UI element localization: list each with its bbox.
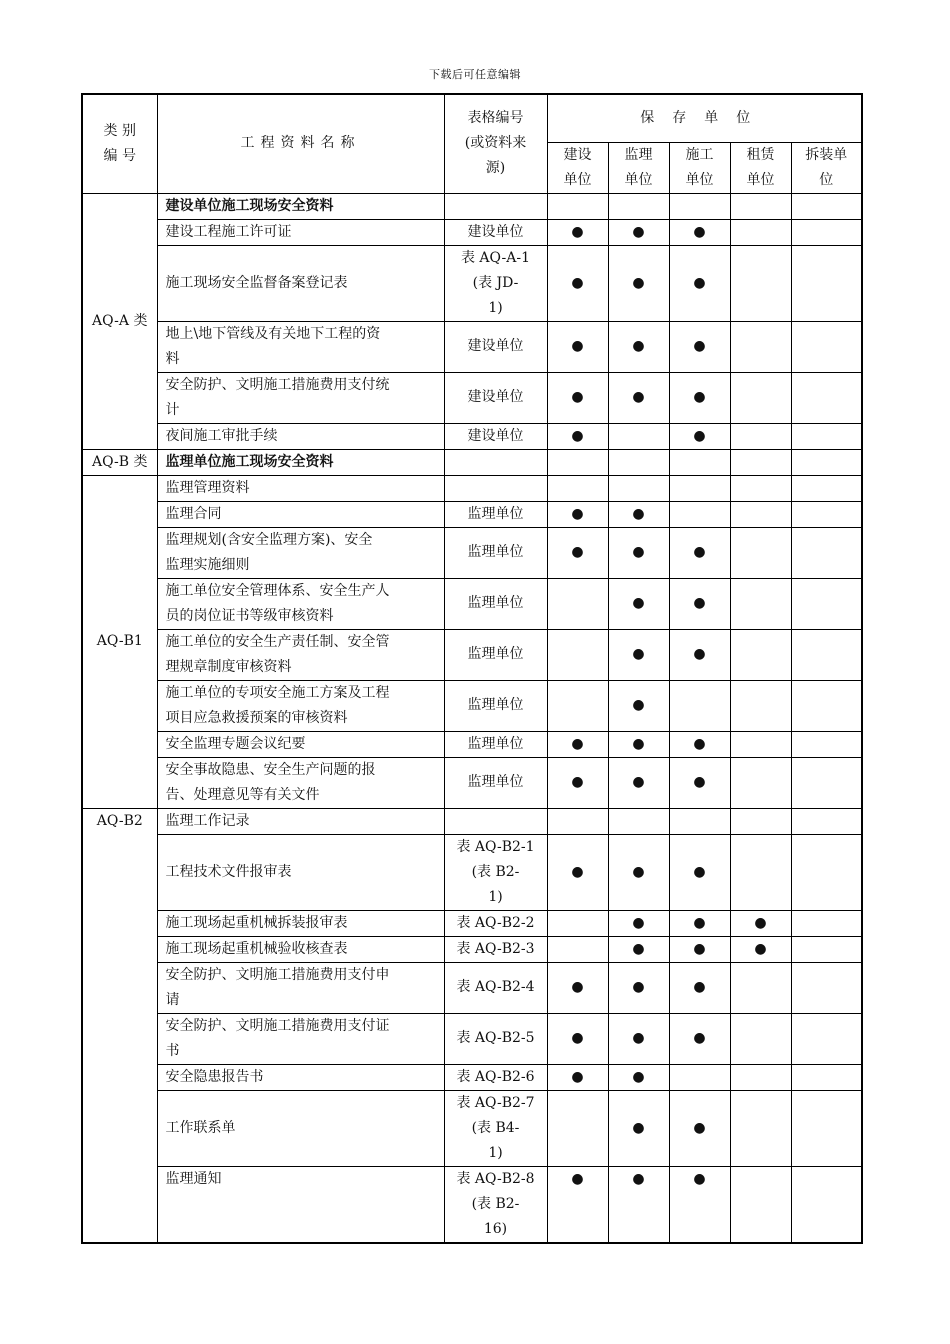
- keep-mark-cell: ●: [608, 527, 669, 578]
- keep-mark-cell: ●: [669, 910, 730, 936]
- document-name-cell: 夜间施工审批手续: [157, 423, 444, 449]
- keep-mark-cell: ●: [669, 372, 730, 423]
- form-number-cell: [444, 808, 547, 834]
- category-cell: AQ-A 类: [82, 193, 157, 449]
- keep-mark-cell: [730, 808, 791, 834]
- form-number-cell: 建设单位: [444, 423, 547, 449]
- document-name-cell: 施工单位安全管理体系、安全生产人 员的岗位证书等级审核资料: [157, 578, 444, 629]
- keep-mark-cell: ●: [608, 1090, 669, 1166]
- keep-mark-cell: [730, 321, 791, 372]
- keep-mark-cell: ●: [608, 501, 669, 527]
- safety-record-table: [81, 93, 863, 1244]
- keep-mark-cell: [791, 423, 862, 449]
- keep-mark-cell: [730, 501, 791, 527]
- table-row: [82, 680, 862, 731]
- form-number-cell: 监理单位: [444, 757, 547, 808]
- keep-mark-cell: [791, 372, 862, 423]
- keep-mark-cell: [730, 1013, 791, 1064]
- table-row: [82, 578, 862, 629]
- unit-header: 监理 单位: [608, 142, 669, 193]
- table-row: [82, 372, 862, 423]
- keep-mark-cell: ●: [608, 372, 669, 423]
- document-name-cell: 工作联系单: [157, 1090, 444, 1166]
- keep-mark-cell: ●: [608, 1166, 669, 1243]
- category-cell: AQ-B 类: [82, 449, 157, 475]
- keep-mark-cell: [791, 834, 862, 910]
- keep-mark-cell: [669, 449, 730, 475]
- category-cell: AQ-B1: [82, 475, 157, 808]
- header-row: [82, 94, 862, 142]
- keep-mark-cell: ●: [547, 245, 608, 321]
- table-row: [82, 501, 862, 527]
- document-name-cell: 施工现场起重机械验收核查表: [157, 936, 444, 962]
- table-row: [82, 475, 862, 501]
- keep-unit-header: 保存单位: [547, 94, 862, 142]
- keep-mark-cell: ●: [547, 527, 608, 578]
- keep-mark-cell: [791, 629, 862, 680]
- keep-mark-cell: ●: [547, 1166, 608, 1243]
- document-name-cell: 监理合同: [157, 501, 444, 527]
- form-number-cell: 表 AQ-B2-6: [444, 1064, 547, 1090]
- document-name-cell: 监理通知: [157, 1166, 444, 1243]
- keep-mark-cell: ●: [608, 936, 669, 962]
- keep-mark-cell: ●: [608, 578, 669, 629]
- keep-mark-cell: [791, 757, 862, 808]
- table-row: [82, 193, 862, 219]
- document-name-cell: 监理工作记录: [157, 808, 444, 834]
- document-name-cell: 工程技术文件报审表: [157, 834, 444, 910]
- keep-mark-cell: ●: [669, 1090, 730, 1166]
- keep-mark-cell: [547, 936, 608, 962]
- keep-mark-cell: ●: [669, 962, 730, 1013]
- keep-mark-cell: [791, 1166, 862, 1243]
- keep-mark-cell: [730, 731, 791, 757]
- keep-mark-cell: [547, 475, 608, 501]
- table-row: [82, 962, 862, 1013]
- keep-mark-cell: [791, 449, 862, 475]
- keep-mark-cell: ●: [547, 423, 608, 449]
- table-row: [82, 1090, 862, 1166]
- keep-mark-cell: [791, 1013, 862, 1064]
- keep-mark-cell: [791, 193, 862, 219]
- keep-mark-cell: [730, 245, 791, 321]
- keep-mark-cell: [730, 475, 791, 501]
- keep-mark-cell: [791, 578, 862, 629]
- form-number-header: 表格编号 (或资料来 源): [444, 94, 547, 193]
- table-row: [82, 757, 862, 808]
- form-number-cell: 表 AQ-B2-5: [444, 1013, 547, 1064]
- keep-mark-cell: [547, 629, 608, 680]
- keep-mark-cell: [547, 193, 608, 219]
- document-name-cell: 建设工程施工许可证: [157, 219, 444, 245]
- document-name-cell: 监理单位施工现场安全资料: [157, 449, 444, 475]
- keep-mark-cell: ●: [608, 757, 669, 808]
- keep-mark-cell: [730, 578, 791, 629]
- document-name-cell: 安全防护、文明施工措施费用支付统 计: [157, 372, 444, 423]
- table-row: [82, 834, 862, 910]
- keep-mark-cell: [730, 1064, 791, 1090]
- keep-mark-cell: ●: [547, 757, 608, 808]
- form-number-cell: [444, 449, 547, 475]
- keep-mark-cell: ●: [608, 680, 669, 731]
- keep-mark-cell: [669, 501, 730, 527]
- document-name-cell: 监理规划(含安全监理方案)、安全 监理实施细则: [157, 527, 444, 578]
- keep-mark-cell: ●: [547, 372, 608, 423]
- keep-mark-cell: [730, 962, 791, 1013]
- keep-mark-cell: [791, 936, 862, 962]
- name-header: 工程资料名称: [157, 94, 444, 193]
- form-number-cell: 表 AQ-B2-4: [444, 962, 547, 1013]
- form-number-cell: 建设单位: [444, 219, 547, 245]
- document-name-cell: 建设单位施工现场安全资料: [157, 193, 444, 219]
- keep-mark-cell: ●: [608, 1064, 669, 1090]
- keep-mark-cell: ●: [608, 910, 669, 936]
- document-name-cell: 地上\地下管线及有关地下工程的资 料: [157, 321, 444, 372]
- keep-mark-cell: ●: [547, 1064, 608, 1090]
- keep-mark-cell: [669, 475, 730, 501]
- keep-mark-cell: [791, 527, 862, 578]
- keep-mark-cell: ●: [669, 834, 730, 910]
- table-row: [82, 731, 862, 757]
- keep-mark-cell: [791, 910, 862, 936]
- table-row: [82, 1013, 862, 1064]
- keep-mark-cell: ●: [669, 936, 730, 962]
- keep-mark-cell: [608, 423, 669, 449]
- keep-mark-cell: [608, 193, 669, 219]
- keep-mark-cell: ●: [669, 757, 730, 808]
- keep-mark-cell: ●: [730, 910, 791, 936]
- keep-mark-cell: ●: [547, 219, 608, 245]
- keep-mark-cell: [730, 193, 791, 219]
- unit-header: 租赁 单位: [730, 142, 791, 193]
- document-name-cell: 施工现场起重机械拆装报审表: [157, 910, 444, 936]
- keep-mark-cell: [547, 808, 608, 834]
- keep-mark-cell: ●: [547, 501, 608, 527]
- form-number-cell: 表 AQ-B2-2: [444, 910, 547, 936]
- keep-mark-cell: [730, 1166, 791, 1243]
- table-row: [82, 449, 862, 475]
- form-number-cell: 监理单位: [444, 527, 547, 578]
- keep-mark-cell: [730, 629, 791, 680]
- keep-mark-cell: [791, 731, 862, 757]
- category-header: 类 别 编 号: [82, 94, 157, 193]
- document-name-cell: 施工单位的专项安全施工方案及工程 项目应急救援预案的审核资料: [157, 680, 444, 731]
- keep-mark-cell: [547, 680, 608, 731]
- table-row: [82, 527, 862, 578]
- keep-mark-cell: [669, 808, 730, 834]
- keep-mark-cell: ●: [608, 219, 669, 245]
- document-name-cell: 安全监理专题会议纪要: [157, 731, 444, 757]
- keep-mark-cell: ●: [608, 834, 669, 910]
- unit-header: 拆装单 位: [791, 142, 862, 193]
- keep-mark-cell: [791, 1090, 862, 1166]
- document-name-cell: 监理管理资料: [157, 475, 444, 501]
- keep-mark-cell: [730, 423, 791, 449]
- keep-mark-cell: [791, 680, 862, 731]
- keep-mark-cell: ●: [669, 578, 730, 629]
- keep-mark-cell: ●: [669, 629, 730, 680]
- form-number-cell: 监理单位: [444, 629, 547, 680]
- keep-mark-cell: ●: [608, 962, 669, 1013]
- form-number-cell: 监理单位: [444, 680, 547, 731]
- keep-mark-cell: ●: [669, 423, 730, 449]
- keep-mark-cell: ●: [547, 962, 608, 1013]
- table-row: [82, 1064, 862, 1090]
- keep-mark-cell: [547, 578, 608, 629]
- keep-mark-cell: ●: [669, 731, 730, 757]
- table-row: [82, 808, 862, 834]
- table-row: [82, 936, 862, 962]
- keep-mark-cell: [791, 245, 862, 321]
- table-row: [82, 629, 862, 680]
- table-row: [82, 245, 862, 321]
- keep-mark-cell: [791, 501, 862, 527]
- keep-mark-cell: ●: [669, 321, 730, 372]
- keep-mark-cell: ●: [608, 731, 669, 757]
- keep-mark-cell: ●: [669, 1013, 730, 1064]
- keep-mark-cell: [730, 219, 791, 245]
- keep-mark-cell: [608, 449, 669, 475]
- document-name-cell: 施工单位的安全生产责任制、安全管 理规章制度审核资料: [157, 629, 444, 680]
- keep-mark-cell: [791, 219, 862, 245]
- table-row: [82, 423, 862, 449]
- keep-mark-cell: ●: [608, 245, 669, 321]
- keep-mark-cell: ●: [669, 219, 730, 245]
- form-number-cell: [444, 193, 547, 219]
- unit-header: 建设 单位: [547, 142, 608, 193]
- form-number-cell: 表 AQ-A-1 (表 JD- 1): [444, 245, 547, 321]
- keep-mark-cell: [791, 808, 862, 834]
- keep-mark-cell: ●: [669, 1166, 730, 1243]
- form-number-cell: 表 AQ-B2-1 (表 B2- 1): [444, 834, 547, 910]
- keep-mark-cell: [791, 1064, 862, 1090]
- keep-mark-cell: [608, 808, 669, 834]
- page-header: 下载后可任意编辑: [429, 68, 521, 81]
- keep-mark-cell: [547, 1090, 608, 1166]
- keep-mark-cell: ●: [547, 1013, 608, 1064]
- keep-mark-cell: ●: [669, 245, 730, 321]
- keep-mark-cell: [730, 834, 791, 910]
- keep-mark-cell: [730, 680, 791, 731]
- keep-mark-cell: [669, 1064, 730, 1090]
- keep-mark-cell: [791, 475, 862, 501]
- keep-mark-cell: [547, 910, 608, 936]
- table-row: [82, 219, 862, 245]
- form-number-cell: 监理单位: [444, 501, 547, 527]
- keep-mark-cell: ●: [669, 527, 730, 578]
- document-name-cell: 施工现场安全监督备案登记表: [157, 245, 444, 321]
- keep-mark-cell: ●: [608, 321, 669, 372]
- keep-mark-cell: ●: [608, 1013, 669, 1064]
- keep-mark-cell: [730, 527, 791, 578]
- table-row: [82, 1166, 862, 1243]
- form-number-cell: [444, 475, 547, 501]
- keep-mark-cell: [791, 321, 862, 372]
- document-name-cell: 安全防护、文明施工措施费用支付申 请: [157, 962, 444, 1013]
- keep-mark-cell: ●: [547, 731, 608, 757]
- keep-mark-cell: [730, 372, 791, 423]
- keep-mark-cell: [669, 680, 730, 731]
- form-number-cell: 监理单位: [444, 578, 547, 629]
- form-number-cell: 建设单位: [444, 321, 547, 372]
- unit-header: 施工 单位: [669, 142, 730, 193]
- table-row: [82, 321, 862, 372]
- table-row: [82, 910, 862, 936]
- form-number-cell: 表 AQ-B2-7 (表 B4- 1): [444, 1090, 547, 1166]
- keep-mark-cell: ●: [608, 629, 669, 680]
- keep-mark-cell: [730, 1090, 791, 1166]
- form-number-cell: 表 AQ-B2-3: [444, 936, 547, 962]
- document-name-cell: 安全事故隐患、安全生产问题的报 告、处理意见等有关文件: [157, 757, 444, 808]
- keep-mark-cell: [730, 449, 791, 475]
- keep-mark-cell: [608, 475, 669, 501]
- document-name-cell: 安全防护、文明施工措施费用支付证 书: [157, 1013, 444, 1064]
- keep-mark-cell: [730, 757, 791, 808]
- keep-mark-cell: [547, 449, 608, 475]
- keep-mark-cell: ●: [547, 834, 608, 910]
- form-number-cell: 监理单位: [444, 731, 547, 757]
- category-cell: AQ-B2: [82, 808, 157, 1243]
- keep-mark-cell: ●: [547, 321, 608, 372]
- keep-mark-cell: [669, 193, 730, 219]
- document-name-cell: 安全隐患报告书: [157, 1064, 444, 1090]
- form-number-cell: 表 AQ-B2-8 (表 B2- 16): [444, 1166, 547, 1243]
- keep-mark-cell: [791, 962, 862, 1013]
- keep-mark-cell: ●: [730, 936, 791, 962]
- form-number-cell: 建设单位: [444, 372, 547, 423]
